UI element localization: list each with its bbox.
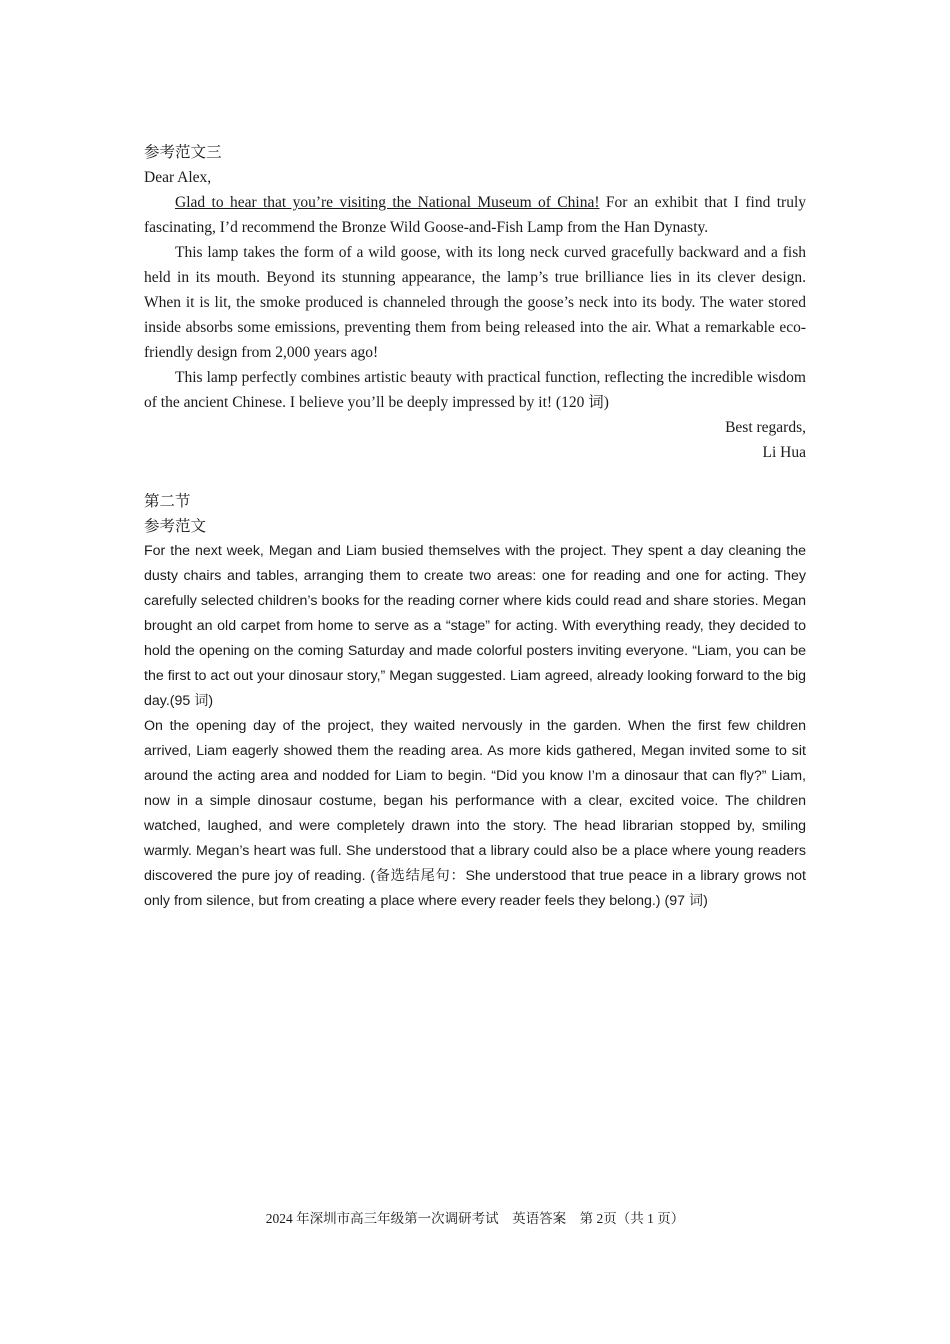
letter-paragraph-3: This lamp perfectly combines artistic beauty with practical function, reflecting the incredible wisdom of the ancient Chinese. I believe you’ll be deeply impressed by it! (120 词) [144, 369, 806, 411]
paragraph-1-rest: For an exhibit that I find truly fascinating, I’d recommend the Bronze Wild Goose-and-Fish Lamp from the Han Dynasty. [144, 194, 807, 236]
letter-salutation: Dear Alex, [144, 169, 212, 186]
underlined-opening-sentence: Glad to hear that you’re visiting the National Museum of China! [175, 194, 600, 211]
letter-signature: Li Hua [762, 444, 806, 461]
part-heading: 第二节 [144, 493, 191, 510]
letter-paragraph-2: This lamp takes the form of a wild goose, with its long neck curved gracefully backward and a fish held in its mouth. Beyond its stunning appearance, the lamp’s true brilliance lies in its clever design. When it is lit, the smoke produced is channeled through the goose’s neck into its body. The water stored inside absorbs some emissions, preventing them from being released into the air. What a remarkable eco-friendly design from 2,000 years ago! [144, 244, 806, 361]
page-footer: 2024 年深圳市高三年级第一次调研考试 英语答案 第 2页（共 1 页） [265, 1211, 685, 1226]
part-subheading: 参考范文 [144, 518, 207, 535]
model-essay-three [144, 140, 806, 465]
continuation-paragraph-2: On the opening day of the project, they waited nervously in the garden. When the first few children arrived, Liam eagerly showed them the reading area. As more kids gathered, Megan invited some to sit around the acting area and nodded for Liam to begin. “Did you know I’m a dinosaur that can fly?” Liam, now in a simple dinosaur costume, began his performance with a clear, excited voice. The children watched, laughed, and were completely drawn into the story. The head librarian stopped by, smiling warmly. Megan’s heart was full. She understood that a library could also be a place where young readers discovered the pure joy of reading. (备选结尾句：She understood that true peace in a library grows not only from silence, but from creating a place where every reader feels they belong.) (97 词) [144, 718, 806, 909]
letter-paragraph-1 [144, 190, 806, 240]
part-two-headings [144, 489, 806, 539]
letter-closing: Best regards, [725, 419, 806, 436]
continuation-paragraph-1: For the next week, Megan and Liam busied themselves with the project. They spent a day cleaning the dusty chairs and tables, arranging them to create two areas: one for reading and one for acting. They carefully selected children’s books for the reading corner where kids could read and share stories. Megan brought an old carpet from home to serve as a “stage” for acting. With everything ready, they decided to hold the opening on the coming Saturday and made colorful posters inviting everyone. “Liam, you can be the first to act out your dinosaur story,” Megan suggested. Liam agreed, already looking forward to the big day.(95 词) [144, 543, 806, 709]
continuation-essay [144, 539, 806, 914]
section-heading: 参考范文三 [144, 144, 222, 161]
